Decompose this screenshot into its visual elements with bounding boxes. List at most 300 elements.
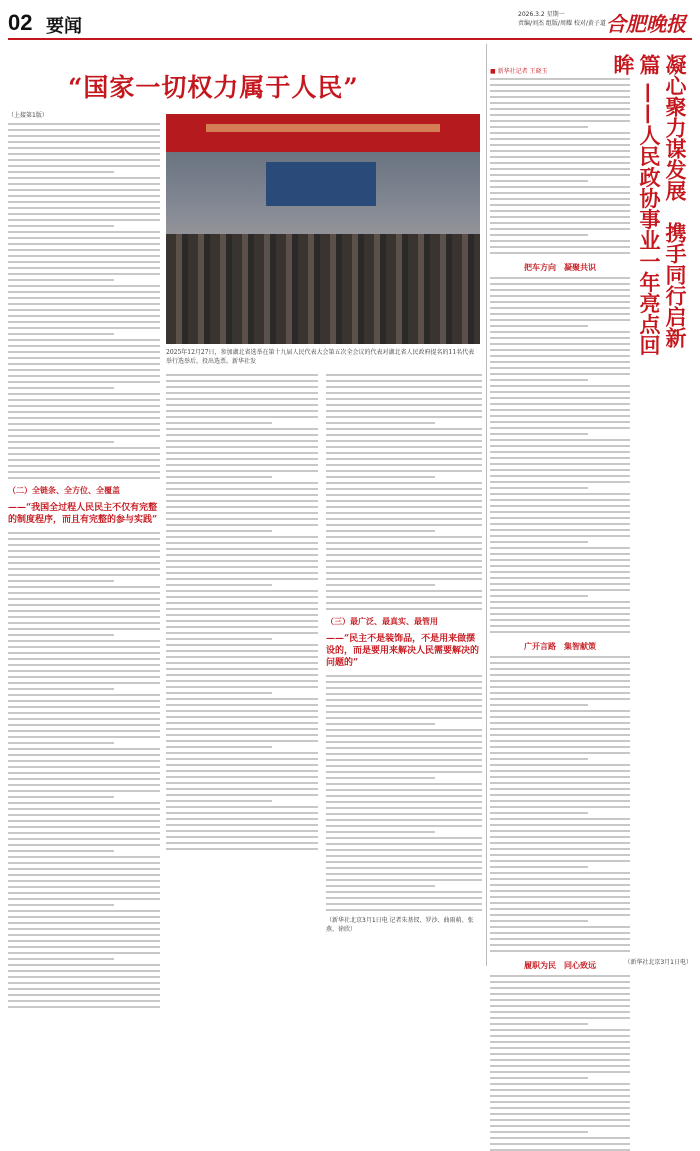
text-line (490, 607, 630, 609)
text-line (166, 470, 318, 472)
section-label: 要闻 (46, 16, 82, 37)
text-line (166, 608, 318, 610)
text-line (166, 692, 272, 694)
text-line (326, 500, 482, 502)
text-line (8, 934, 160, 936)
text-line (8, 916, 160, 918)
text-line (490, 975, 630, 977)
text-line (8, 285, 160, 287)
text-line (490, 463, 630, 465)
text-line (490, 1023, 588, 1025)
text-line (8, 928, 160, 930)
text-line (326, 608, 482, 610)
text-line (490, 999, 630, 1001)
text-line (8, 453, 160, 455)
column-divider (486, 44, 487, 966)
text-line (8, 694, 160, 696)
text-line (490, 307, 630, 309)
text-line (8, 586, 160, 588)
text-line (8, 189, 160, 191)
text-line (8, 273, 160, 275)
side-title: 凝心聚力谋发展 携手同行启新篇 (637, 54, 688, 348)
text-line (326, 735, 482, 737)
text-line (8, 249, 160, 251)
text-line (490, 301, 630, 303)
text-line (8, 165, 160, 167)
text-line (8, 1000, 160, 1002)
issue-meta (518, 10, 606, 28)
text-line (8, 892, 160, 894)
text-line (8, 201, 160, 203)
text-line (8, 838, 160, 840)
text-line (490, 890, 630, 892)
text-line (490, 920, 588, 922)
text-line (326, 542, 482, 544)
text-line (8, 814, 160, 816)
text-line (326, 699, 482, 701)
text-line (490, 289, 630, 291)
text-line (490, 818, 630, 820)
text-line (8, 826, 160, 828)
text-line (8, 465, 160, 467)
text-line (326, 849, 482, 851)
text-line (166, 446, 318, 448)
text-line (490, 487, 588, 489)
text-line (326, 464, 482, 466)
text-line (490, 704, 588, 706)
text-line (326, 687, 482, 689)
text-line (326, 831, 435, 833)
text-line (166, 398, 318, 400)
text-line (490, 872, 630, 874)
text-line (8, 147, 160, 149)
text-line (490, 108, 630, 110)
text-line (8, 153, 160, 155)
text-line (8, 279, 114, 281)
text-line (490, 842, 630, 844)
text-line (326, 765, 482, 767)
text-line (8, 700, 160, 702)
text-line (490, 511, 630, 513)
text-line (166, 500, 318, 502)
text-line (8, 790, 160, 792)
pull-quote-1: ——“我国全过程人民民主不仅有完整的制度程序，而且有完整的参与实践” (8, 503, 158, 525)
text-line (490, 313, 630, 315)
subhead-2: （三）最广泛、最真实、最管用 (326, 617, 438, 626)
text-line (490, 475, 630, 477)
text-line (166, 734, 318, 736)
text-line (326, 554, 482, 556)
text-line (490, 252, 630, 254)
header-rule (8, 38, 692, 40)
text-line (490, 1131, 588, 1133)
text-line (490, 764, 630, 766)
text-line (166, 512, 318, 514)
text-line (326, 440, 482, 442)
text-line (326, 506, 482, 508)
text-line (166, 830, 318, 832)
text-line (490, 752, 630, 754)
article-column-2 (166, 374, 318, 966)
text-line (166, 794, 318, 796)
text-line (490, 295, 630, 297)
text-line (8, 297, 160, 299)
text-line (8, 628, 160, 630)
text-line (166, 632, 318, 634)
text-line (326, 572, 482, 574)
text-line (490, 343, 630, 345)
text-line (490, 800, 630, 802)
text-line (166, 782, 318, 784)
text-line (490, 439, 630, 441)
body-text-block (8, 532, 160, 1008)
text-line (8, 237, 160, 239)
text-line (490, 1077, 588, 1079)
text-line (326, 410, 482, 412)
masthead-logo: 合肥晚报 (606, 12, 686, 36)
text-line (166, 578, 318, 580)
text-line (326, 452, 482, 454)
text-line (326, 675, 482, 677)
text-line (166, 560, 318, 562)
side-headline (611, 54, 688, 364)
text-line (8, 123, 160, 125)
text-line (326, 386, 482, 388)
text-line (8, 447, 160, 449)
text-line (326, 566, 482, 568)
text-line (166, 422, 272, 424)
text-line (490, 908, 630, 910)
text-line (166, 662, 318, 664)
text-line (490, 896, 630, 898)
text-line (166, 812, 318, 814)
text-line (8, 646, 160, 648)
text-line (490, 174, 630, 176)
text-line (166, 488, 318, 490)
text-line (8, 477, 160, 479)
text-line (166, 440, 318, 442)
text-line (8, 640, 160, 642)
text-line (8, 393, 160, 395)
text-line (8, 976, 160, 978)
text-line (8, 321, 160, 323)
text-line (490, 830, 630, 832)
text-line (490, 391, 630, 393)
text-line (326, 524, 482, 526)
text-line (166, 590, 318, 592)
text-line (490, 836, 630, 838)
text-line (8, 532, 160, 534)
text-line (490, 234, 588, 236)
text-line (490, 493, 630, 495)
text-line (490, 710, 630, 712)
text-line (326, 717, 482, 719)
text-line (8, 970, 160, 972)
text-line (490, 686, 630, 688)
text-line (8, 706, 160, 708)
text-line (8, 682, 160, 684)
text-line (326, 747, 482, 749)
text-line (490, 734, 630, 736)
text-line (490, 319, 630, 321)
text-line (490, 198, 630, 200)
text-line (490, 421, 630, 423)
text-line (8, 195, 160, 197)
text-line (490, 1035, 630, 1037)
text-line (8, 303, 160, 305)
text-line (490, 277, 630, 279)
text-line (8, 429, 160, 431)
text-line (166, 638, 272, 640)
text-line (8, 345, 160, 347)
text-line (8, 592, 160, 594)
text-line (8, 369, 160, 371)
text-line (166, 656, 318, 658)
text-line (326, 404, 482, 406)
text-line (166, 758, 318, 760)
text-line (8, 784, 160, 786)
text-line (326, 879, 482, 881)
text-line (490, 144, 630, 146)
text-line (166, 836, 318, 838)
text-line (166, 542, 318, 544)
text-line (490, 848, 630, 850)
main-article (8, 44, 484, 966)
text-line (490, 1095, 630, 1097)
text-line (166, 620, 318, 622)
text-line (8, 423, 160, 425)
text-line (326, 741, 482, 743)
text-line (166, 704, 318, 706)
text-line (490, 216, 630, 218)
text-line (8, 958, 114, 960)
text-line (490, 981, 630, 983)
text-line (8, 333, 114, 335)
text-line (8, 574, 160, 576)
text-line (8, 952, 160, 954)
text-line (490, 625, 630, 627)
text-line (490, 433, 588, 435)
body-text-block (326, 374, 482, 610)
text-line (326, 729, 482, 731)
page-header (8, 6, 692, 42)
text-line (166, 776, 318, 778)
text-line (326, 705, 482, 707)
text-line (490, 631, 630, 633)
text-line (326, 494, 482, 496)
text-line (166, 506, 318, 508)
text-line (490, 481, 630, 483)
text-line (490, 1029, 630, 1031)
text-line (490, 1119, 630, 1121)
text-line (8, 177, 160, 179)
text-line (490, 944, 630, 946)
text-line (166, 476, 272, 478)
text-line (490, 120, 630, 122)
text-line (490, 1113, 630, 1115)
text-line (326, 777, 435, 779)
text-line (326, 536, 482, 538)
text-line (166, 644, 318, 646)
text-line (490, 1101, 630, 1103)
text-line (166, 410, 318, 412)
text-line (326, 428, 482, 430)
text-line (8, 994, 160, 996)
text-line (490, 283, 630, 285)
text-line (326, 771, 482, 773)
text-line (490, 451, 630, 453)
text-line (490, 938, 630, 940)
text-line (326, 711, 482, 713)
text-line (8, 159, 160, 161)
text-line (490, 349, 630, 351)
text-line (326, 837, 482, 839)
text-line (8, 556, 160, 558)
text-line (166, 806, 318, 808)
text-line (490, 427, 630, 429)
text-line (8, 231, 160, 233)
text-line (490, 932, 630, 934)
text-line (8, 730, 160, 732)
body-text-block (490, 78, 630, 254)
text-line (8, 213, 160, 215)
text-line (8, 622, 160, 624)
text-line (326, 783, 482, 785)
body-text-block (490, 656, 630, 952)
text-line (166, 494, 318, 496)
text-line (490, 601, 630, 603)
text-line (326, 398, 482, 400)
text-line (490, 788, 630, 790)
text-line (8, 760, 160, 762)
text-line (326, 434, 482, 436)
text-line (326, 825, 482, 827)
text-line (490, 559, 630, 561)
text-line (326, 482, 482, 484)
text-line (8, 411, 160, 413)
text-line (8, 387, 114, 389)
text-line (8, 664, 160, 666)
text-line (8, 652, 160, 654)
text-line (8, 399, 160, 401)
text-line (8, 267, 160, 269)
text-line (490, 379, 588, 381)
main-headline: “国家一切权力属于人民” (68, 73, 359, 102)
article-column-1 (8, 110, 160, 966)
text-line (8, 568, 160, 570)
text-line (490, 902, 630, 904)
text-line (490, 505, 630, 507)
text-line (8, 688, 114, 690)
text-line (490, 240, 630, 242)
text-line (326, 470, 482, 472)
text-line (8, 832, 160, 834)
text-line (326, 795, 482, 797)
text-line (8, 910, 160, 912)
text-line (490, 722, 630, 724)
text-line (166, 554, 318, 556)
text-line (8, 183, 160, 185)
text-line (490, 740, 630, 742)
text-line (8, 129, 160, 131)
text-line (490, 698, 630, 700)
text-line (166, 848, 318, 850)
text-line (166, 674, 318, 676)
text-line (490, 325, 588, 327)
text-line (490, 776, 630, 778)
subhead-1: （二）全链条、全方位、全覆盖 (8, 486, 120, 495)
text-line (166, 788, 318, 790)
text-line (326, 873, 482, 875)
side-body (490, 78, 630, 970)
text-line (8, 904, 114, 906)
text-line (8, 724, 160, 726)
text-line (490, 361, 630, 363)
text-line (166, 818, 318, 820)
text-line (166, 698, 318, 700)
text-line (8, 135, 160, 137)
text-line (326, 855, 482, 857)
text-line (490, 866, 588, 868)
text-line (8, 405, 160, 407)
text-line (8, 676, 160, 678)
text-line (490, 1059, 630, 1061)
text-line (8, 580, 114, 582)
text-line (166, 434, 318, 436)
text-line (166, 716, 318, 718)
text-line (490, 96, 630, 98)
text-line (326, 458, 482, 460)
text-line (8, 471, 160, 473)
text-line (326, 530, 435, 532)
text-line (490, 884, 630, 886)
text-line (166, 524, 318, 526)
text-line (166, 566, 318, 568)
text-line (166, 746, 272, 748)
text-line (490, 1143, 630, 1145)
text-line (8, 351, 160, 353)
text-line (166, 680, 318, 682)
text-line (8, 381, 160, 383)
body-text-block (490, 975, 630, 1151)
text-line (166, 596, 318, 598)
text-line (490, 1089, 630, 1091)
text-line (166, 548, 318, 550)
text-line (490, 102, 630, 104)
text-line (490, 595, 588, 597)
text-line (490, 1083, 630, 1085)
text-line (490, 547, 630, 549)
text-line (8, 598, 160, 600)
text-line (490, 355, 630, 357)
text-line (326, 392, 482, 394)
text-line (166, 740, 318, 742)
text-line (490, 806, 630, 808)
text-line (490, 1071, 630, 1073)
text-line (166, 800, 272, 802)
text-line (166, 650, 318, 652)
text-line (490, 331, 630, 333)
news-photo (166, 114, 480, 344)
text-line (8, 922, 160, 924)
text-line (8, 435, 160, 437)
text-line (166, 824, 318, 826)
text-line (326, 512, 482, 514)
text-line (326, 759, 482, 761)
text-line (490, 150, 630, 152)
text-line (8, 459, 160, 461)
text-line (490, 114, 630, 116)
